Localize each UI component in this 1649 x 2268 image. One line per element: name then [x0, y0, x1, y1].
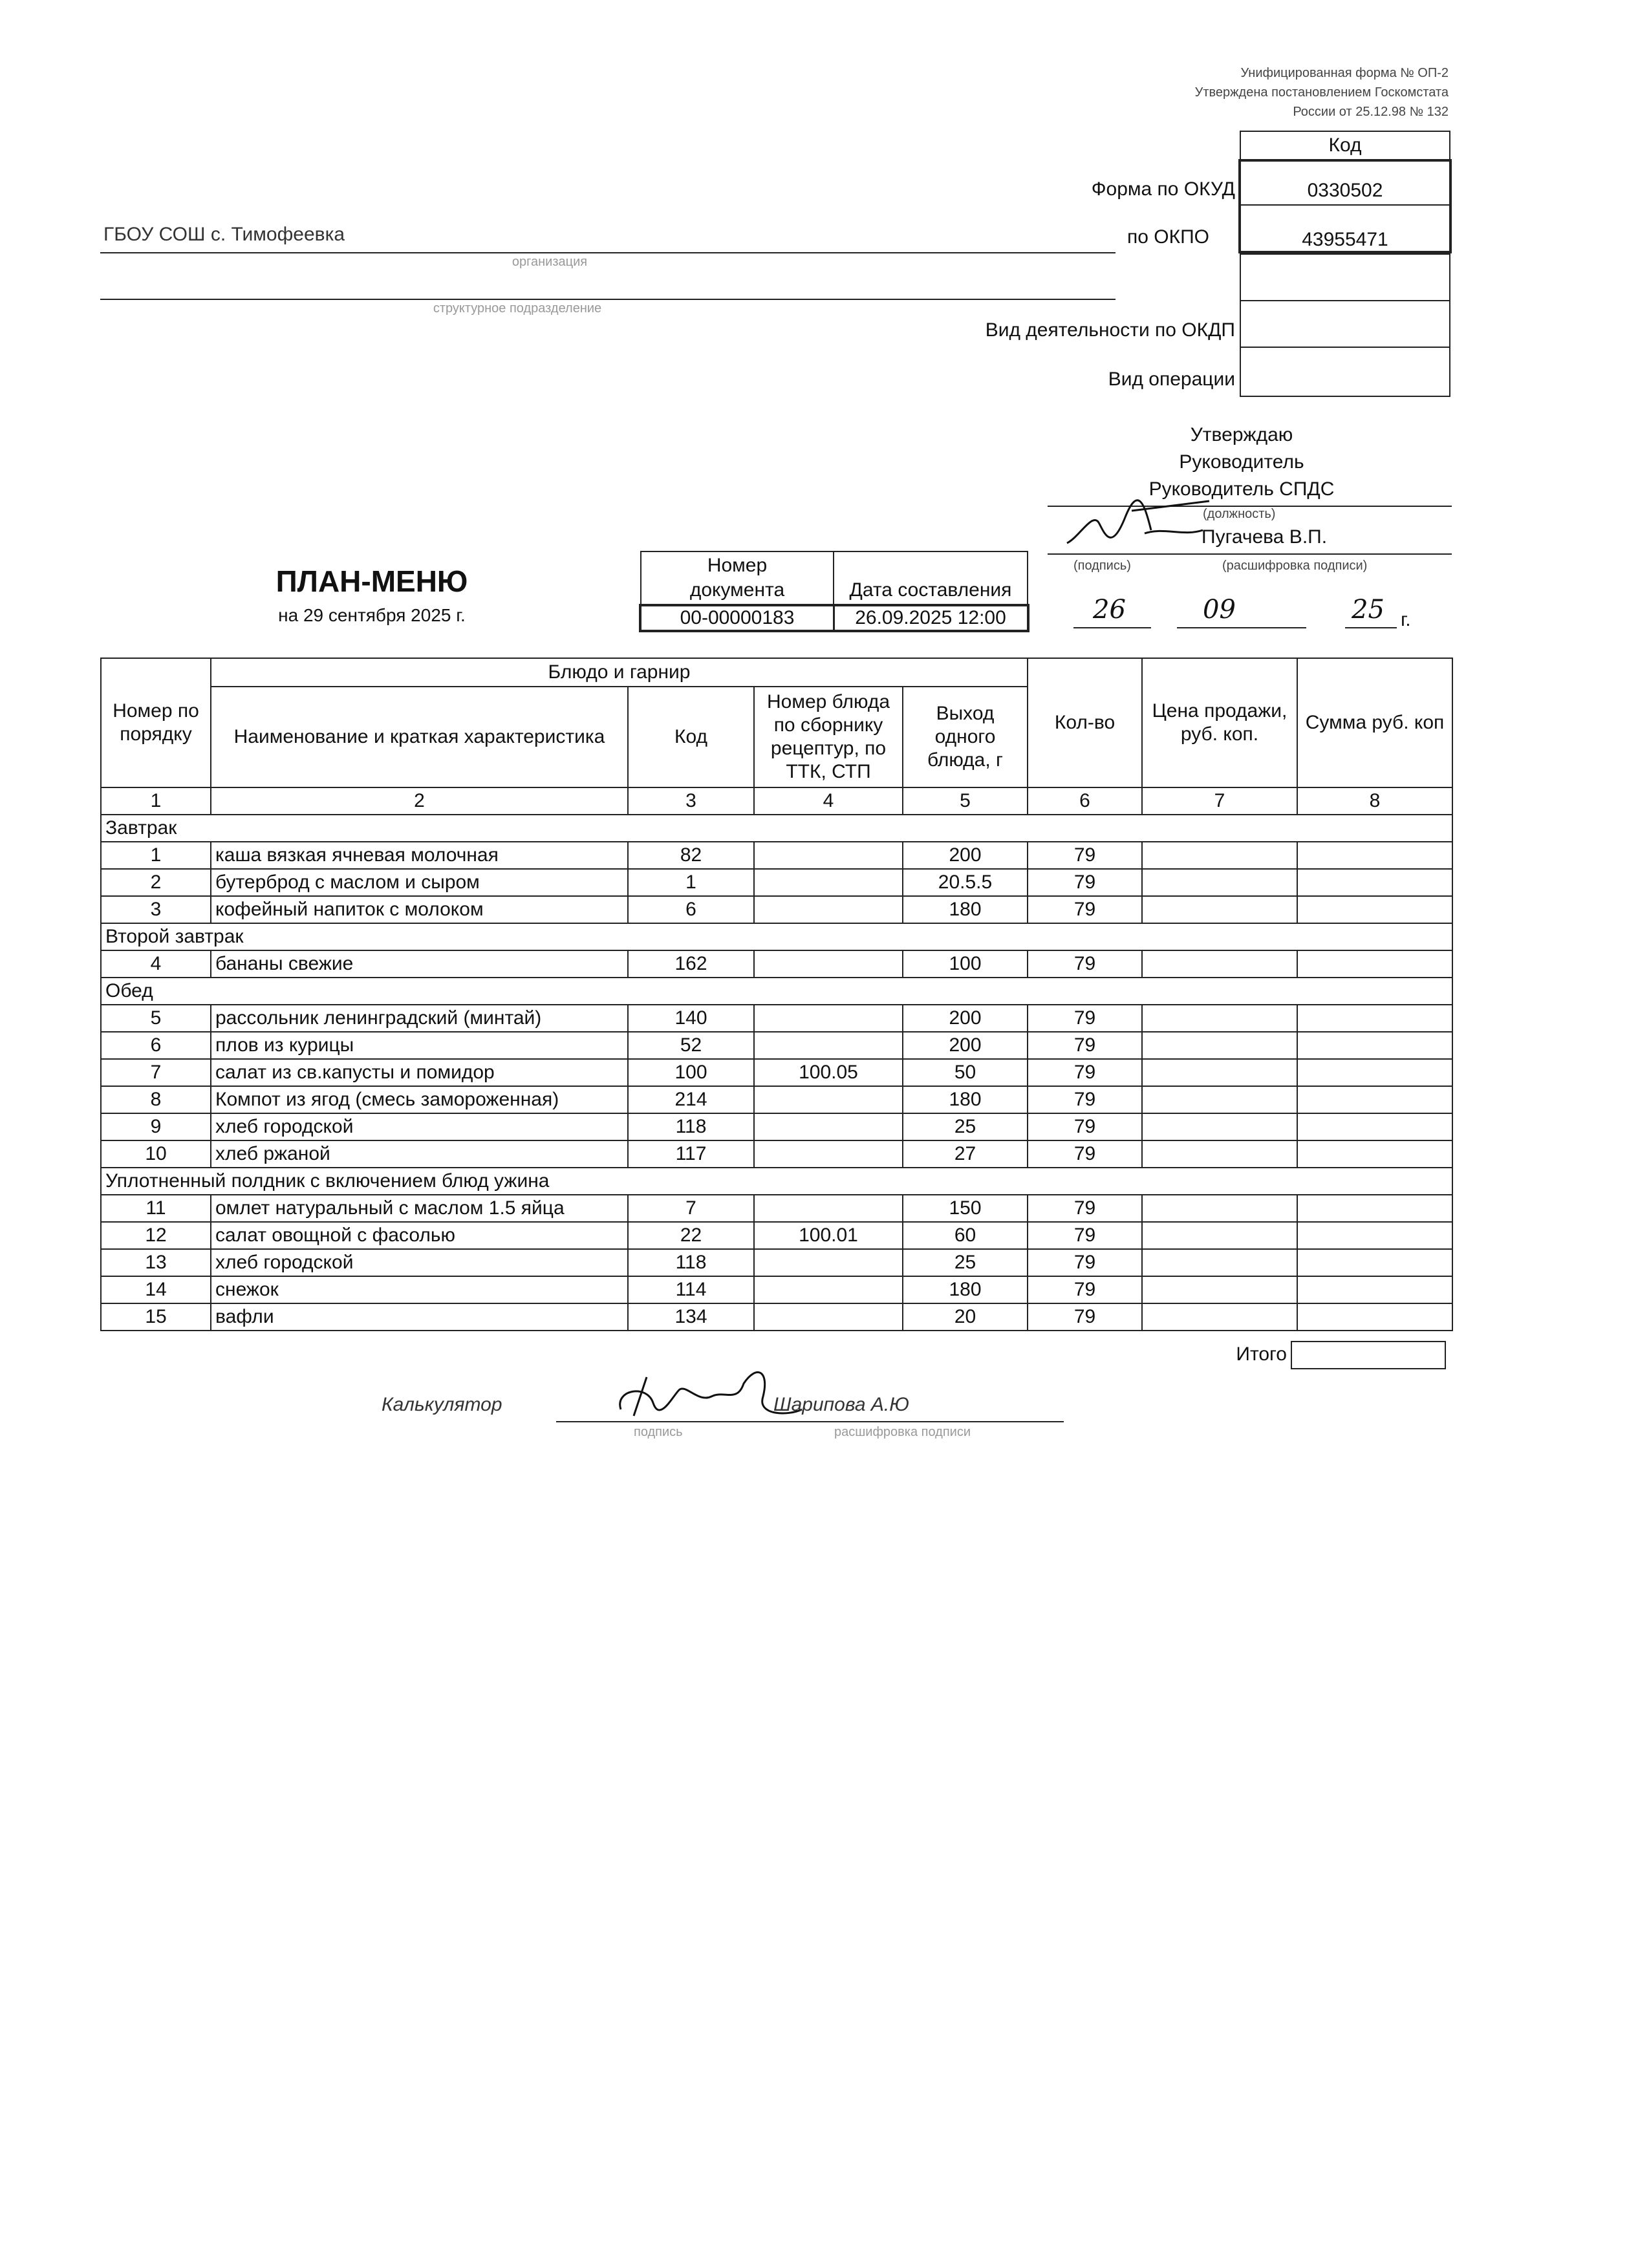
- row-number: 2: [101, 869, 211, 896]
- okud-code: 0330502: [1307, 180, 1383, 201]
- dish-name: хлеб ржаной: [211, 1140, 628, 1168]
- dish-quantity: 79: [1028, 1276, 1142, 1303]
- dish-quantity: 79: [1028, 1222, 1142, 1249]
- section-title: Обед: [101, 978, 1452, 1005]
- table-row: [101, 896, 1452, 923]
- row-number: 8: [101, 1086, 211, 1113]
- dish-quantity: 79: [1028, 1032, 1142, 1059]
- table-row: [101, 1005, 1452, 1032]
- price-cell: [1142, 842, 1297, 869]
- recipe-number: [754, 842, 903, 869]
- doc-date: 26.09.2025 12:00: [855, 607, 1006, 628]
- dish-name: кофейный напиток с молоком: [211, 896, 628, 923]
- row-number: 4: [101, 950, 211, 978]
- row-number: 7: [101, 1059, 211, 1086]
- dish-yield: 25: [903, 1249, 1028, 1276]
- table-row: [101, 1303, 1452, 1331]
- header-group: Блюдо и гарнир: [211, 658, 1028, 687]
- approval-date-year: 25: [1352, 595, 1385, 625]
- section-row: [101, 978, 1452, 1005]
- dish-code: 162: [628, 950, 754, 978]
- price-cell: [1142, 1005, 1297, 1032]
- sum-cell: [1297, 1303, 1452, 1331]
- dish-code: 140: [628, 1005, 754, 1032]
- dish-quantity: 79: [1028, 1249, 1142, 1276]
- price-cell: [1142, 1222, 1297, 1249]
- menu-table: [100, 658, 1453, 1331]
- price-cell: [1142, 1276, 1297, 1303]
- section-title: Завтрак: [101, 815, 1452, 842]
- section-row: [101, 815, 1452, 842]
- position-value: Руководитель СПДС: [1148, 478, 1335, 500]
- dish-code: 7: [628, 1195, 754, 1222]
- dish-yield: 100: [903, 950, 1028, 978]
- dish-quantity: 79: [1028, 1059, 1142, 1086]
- table-row: [101, 1113, 1452, 1140]
- sum-cell: [1297, 1249, 1452, 1276]
- price-cell: [1142, 1113, 1297, 1140]
- recipe-number: [754, 1113, 903, 1140]
- recipe-number: [754, 1195, 903, 1222]
- dish-code: 134: [628, 1303, 754, 1331]
- dish-quantity: 79: [1028, 1113, 1142, 1140]
- doc-date-label: Дата составления: [849, 579, 1012, 601]
- recipe-number: [754, 950, 903, 978]
- sum-cell: [1297, 1005, 1452, 1032]
- col-number: 4: [754, 787, 903, 815]
- table-row: [101, 1032, 1452, 1059]
- sum-cell: [1297, 869, 1452, 896]
- recipe-number: [754, 1005, 903, 1032]
- col-number: 7: [1142, 787, 1297, 815]
- dish-quantity: 79: [1028, 869, 1142, 896]
- col-number: 1: [101, 787, 211, 815]
- dish-name: снежок: [211, 1276, 628, 1303]
- price-cell: [1142, 950, 1297, 978]
- price-cell: [1142, 1303, 1297, 1331]
- dish-code: 114: [628, 1276, 754, 1303]
- sum-cell: [1297, 1140, 1452, 1168]
- table-row: [101, 1140, 1452, 1168]
- dish-quantity: 79: [1028, 1195, 1142, 1222]
- price-cell: [1142, 1140, 1297, 1168]
- section-row: [101, 923, 1452, 950]
- sum-cell: [1297, 1276, 1452, 1303]
- table-row: [101, 869, 1452, 896]
- row-number: 9: [101, 1113, 211, 1140]
- dish-name: каша вязкая ячневая молочная: [211, 842, 628, 869]
- form-note-line1: Унифицированная форма № ОП-2: [1240, 66, 1449, 80]
- operation-label: Вид операции: [1108, 369, 1235, 390]
- dish-quantity: 79: [1028, 1140, 1142, 1168]
- dish-quantity: 79: [1028, 1086, 1142, 1113]
- header-sum: Сумма руб. коп: [1297, 658, 1452, 787]
- recipe-number: [754, 1276, 903, 1303]
- col-number: 2: [211, 787, 628, 815]
- section-title: Второй завтрак: [101, 923, 1452, 950]
- approval-date-suffix: г.: [1401, 609, 1411, 630]
- approve-label: Утверждаю: [1190, 424, 1293, 445]
- total-label: Итого: [1236, 1343, 1287, 1365]
- dish-name: вафли: [211, 1303, 628, 1331]
- row-number: 1: [101, 842, 211, 869]
- dish-yield: 180: [903, 896, 1028, 923]
- calculator-signature: [608, 1358, 815, 1429]
- doc-number: 00-00000183: [680, 607, 795, 628]
- table-row: [101, 950, 1452, 978]
- dish-code: 117: [628, 1140, 754, 1168]
- section-row: [101, 1168, 1452, 1195]
- dish-quantity: 79: [1028, 842, 1142, 869]
- dish-yield: 60: [903, 1222, 1028, 1249]
- dish-name: бутерброд с маслом и сыром: [211, 869, 628, 896]
- row-number: 6: [101, 1032, 211, 1059]
- table-row: [101, 1059, 1452, 1086]
- dish-code: 118: [628, 1249, 754, 1276]
- calculator-label: Калькулятор: [382, 1394, 502, 1415]
- sum-cell: [1297, 1222, 1452, 1249]
- header-price: Цена продажи, руб. коп.: [1142, 658, 1297, 787]
- approval-date-day: 26: [1093, 595, 1126, 625]
- row-number: 5: [101, 1005, 211, 1032]
- row-number: 14: [101, 1276, 211, 1303]
- dish-yield: 25: [903, 1113, 1028, 1140]
- recipe-number: [754, 1303, 903, 1331]
- dish-code: 1: [628, 869, 754, 896]
- dish-yield: 20: [903, 1303, 1028, 1331]
- row-number: 13: [101, 1249, 211, 1276]
- dish-yield: 200: [903, 842, 1028, 869]
- price-cell: [1142, 1086, 1297, 1113]
- table-row: [101, 842, 1452, 869]
- recipe-number: 100.01: [754, 1222, 903, 1249]
- dish-yield: 27: [903, 1140, 1028, 1168]
- okdp-label: Вид деятельности по ОКДП: [985, 319, 1235, 341]
- division-caption: структурное подразделение: [433, 301, 602, 316]
- recipe-number: [754, 1249, 903, 1276]
- recipe-number: 100.05: [754, 1059, 903, 1086]
- dish-yield: 180: [903, 1086, 1028, 1113]
- dish-name: Компот из ягод (смесь замороженная): [211, 1086, 628, 1113]
- calculator-name: Шарипова А.Ю: [773, 1394, 909, 1415]
- col-number: 3: [628, 787, 754, 815]
- head-label: Руководитель: [1179, 451, 1304, 473]
- recipe-number: [754, 896, 903, 923]
- sum-cell: [1297, 950, 1452, 978]
- dish-quantity: 79: [1028, 950, 1142, 978]
- sum-cell: [1297, 1059, 1452, 1086]
- col-number: 6: [1028, 787, 1142, 815]
- form-note-line3: России от 25.12.98 № 132: [1293, 105, 1449, 119]
- okpo-label: по ОКПО: [1127, 226, 1209, 248]
- dish-code: 82: [628, 842, 754, 869]
- dish-name: хлеб городской: [211, 1113, 628, 1140]
- price-cell: [1142, 1032, 1297, 1059]
- approval-date-month: 09: [1203, 595, 1236, 625]
- price-cell: [1142, 1195, 1297, 1222]
- col-number: 8: [1297, 787, 1452, 815]
- dish-yield: 150: [903, 1195, 1028, 1222]
- row-number: 15: [101, 1303, 211, 1331]
- header-qty: Кол-во: [1028, 658, 1142, 787]
- header-yield: Выход одного блюда, г: [903, 687, 1028, 787]
- dish-yield: 20.5.5: [903, 869, 1028, 896]
- dish-code: 214: [628, 1086, 754, 1113]
- header-num: Номер по порядку: [101, 658, 211, 787]
- signature-caption: (подпись): [1073, 559, 1131, 573]
- dish-name: бананы свежие: [211, 950, 628, 978]
- sum-cell: [1297, 896, 1452, 923]
- price-cell: [1142, 869, 1297, 896]
- dish-yield: 50: [903, 1059, 1028, 1086]
- header-recipe: Номер блюда по сборнику рецептур, по ТТК, СТП: [754, 687, 903, 787]
- recipe-number: [754, 869, 903, 896]
- recipe-number: [754, 1086, 903, 1113]
- recipe-number: [754, 1140, 903, 1168]
- form-note-line2: Утверждена постановлением Госкомстата: [1194, 85, 1449, 100]
- section-title: Уплотненный полдник с включением блюд ужина: [101, 1168, 1452, 1195]
- document-title: ПЛАН-МЕНЮ: [275, 564, 468, 598]
- okud-label: Форма по ОКУД: [1091, 178, 1235, 200]
- code-column-header: Код: [1328, 134, 1362, 156]
- sum-cell: [1297, 842, 1452, 869]
- director-signature: [1054, 498, 1216, 556]
- sum-cell: [1297, 1195, 1452, 1222]
- calculator-name-caption: расшифровка подписи: [834, 1425, 971, 1439]
- dish-quantity: 79: [1028, 896, 1142, 923]
- dish-yield: 200: [903, 1005, 1028, 1032]
- dish-name: плов из курицы: [211, 1032, 628, 1059]
- calculator-signature-caption: подпись: [634, 1425, 683, 1439]
- okpo-code: 43955471: [1302, 229, 1388, 250]
- price-cell: [1142, 896, 1297, 923]
- sum-cell: [1297, 1113, 1452, 1140]
- document-subtitle: на 29 сентября 2025 г.: [278, 605, 466, 625]
- dish-name: салат из св.капусты и помидор: [211, 1059, 628, 1086]
- table-row: [101, 1249, 1452, 1276]
- dish-name: рассольник ленинградский (минтай): [211, 1005, 628, 1032]
- table-row: [101, 1222, 1452, 1249]
- row-number: 11: [101, 1195, 211, 1222]
- table-row: [101, 1195, 1452, 1222]
- dish-name: хлеб городской: [211, 1249, 628, 1276]
- dish-name: салат овощной с фасолью: [211, 1222, 628, 1249]
- table-row: [101, 1086, 1452, 1113]
- dish-quantity: 79: [1028, 1005, 1142, 1032]
- position-caption: (должность): [1203, 507, 1276, 521]
- row-number: 12: [101, 1222, 211, 1249]
- dish-code: 118: [628, 1113, 754, 1140]
- price-cell: [1142, 1249, 1297, 1276]
- row-number: 3: [101, 896, 211, 923]
- dish-quantity: 79: [1028, 1303, 1142, 1331]
- dish-name: омлет натуральный с маслом 1.5 яйца: [211, 1195, 628, 1222]
- dish-yield: 180: [903, 1276, 1028, 1303]
- dish-code: 6: [628, 896, 754, 923]
- header-name: Наименование и краткая характеристика: [211, 687, 628, 787]
- organization-caption: организация: [512, 255, 588, 269]
- header-code: Код: [628, 687, 754, 787]
- sum-cell: [1297, 1032, 1452, 1059]
- director-name: Пугачева В.П.: [1202, 526, 1328, 548]
- col-number: 5: [903, 787, 1028, 815]
- dish-code: 52: [628, 1032, 754, 1059]
- dish-code: 22: [628, 1222, 754, 1249]
- recipe-number: [754, 1032, 903, 1059]
- doc-number-label: Номер документа: [689, 555, 785, 601]
- dish-yield: 200: [903, 1032, 1028, 1059]
- sum-cell: [1297, 1086, 1452, 1113]
- dish-code: 100: [628, 1059, 754, 1086]
- table-row: [101, 1276, 1452, 1303]
- name-caption: (расшифровка подписи): [1222, 559, 1368, 573]
- organization-name: ГБОУ СОШ с. Тимофеевка: [103, 224, 345, 245]
- total-value-cell: [1291, 1341, 1446, 1369]
- price-cell: [1142, 1059, 1297, 1086]
- row-number: 10: [101, 1140, 211, 1168]
